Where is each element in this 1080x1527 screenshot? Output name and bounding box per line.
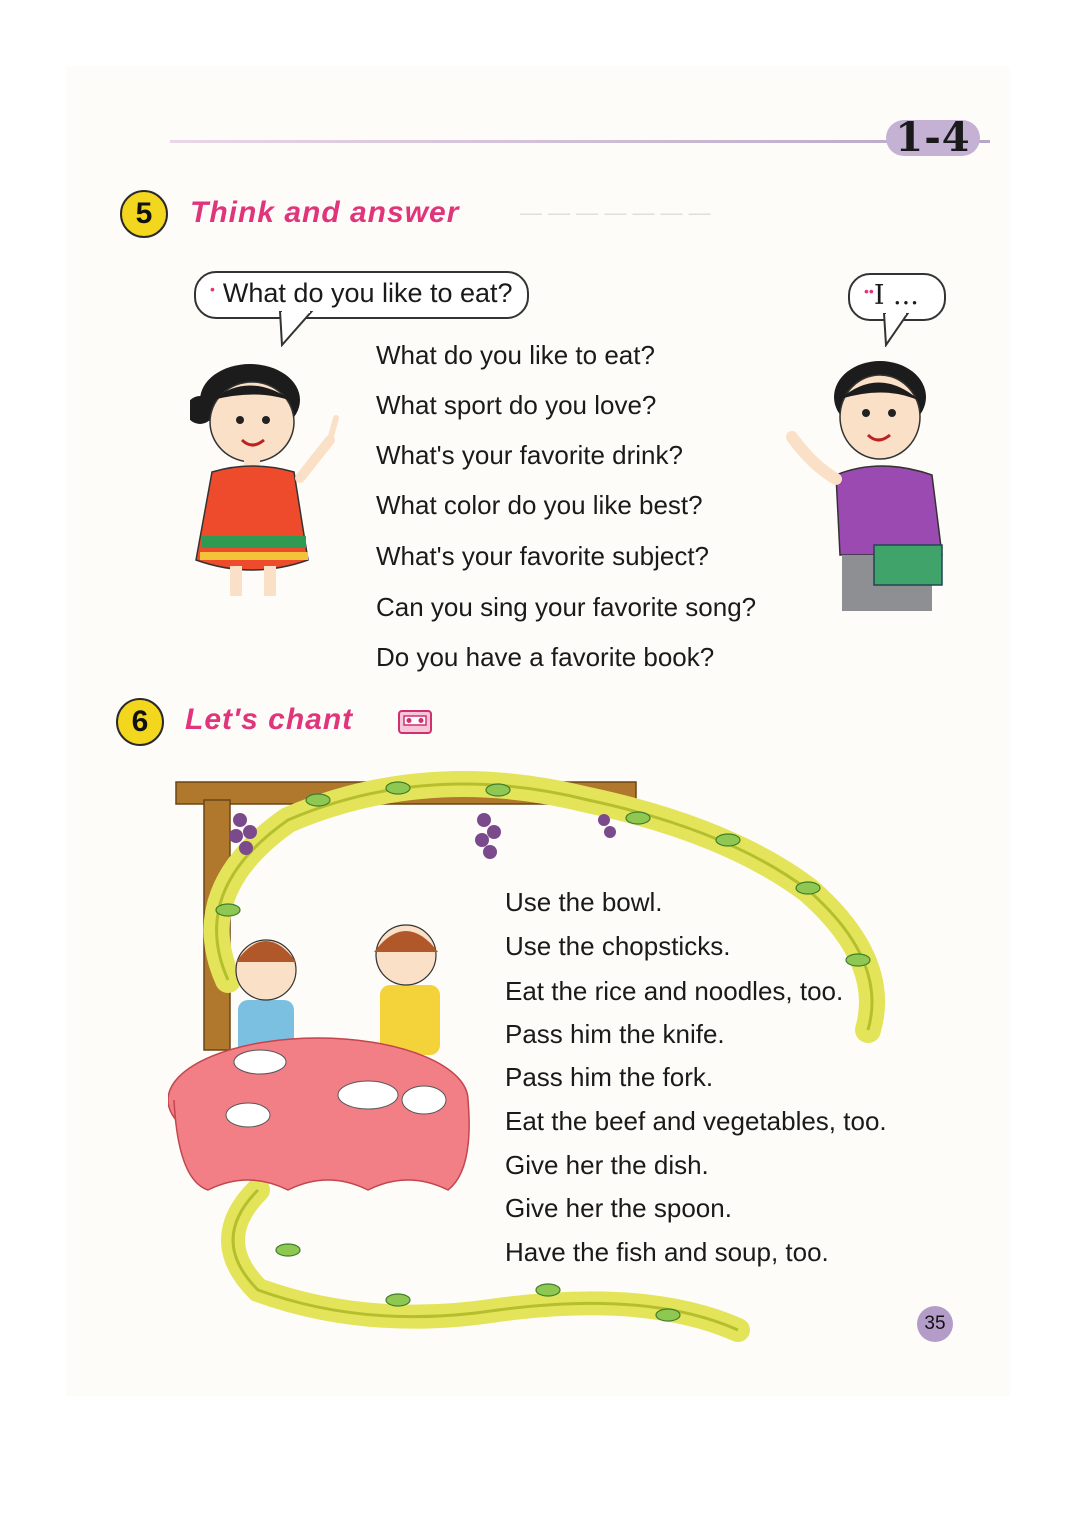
question-line: What's your favorite drink? [376,440,683,470]
boy-bubble-text: I ... [873,280,919,311]
page-number: 35 [917,1306,953,1342]
chant-line: Pass him the fork. [505,1062,714,1092]
girl-speech-bubble [194,271,529,319]
unit-header-rule [170,140,990,143]
girl-bubble-text: What do you like to eat? [222,278,513,308]
question-line: Can you sing your favorite song? [376,592,757,622]
chant-line: Use the chopsticks. [505,931,731,961]
cassette-tape-icon [398,710,432,734]
question-line: What do you like to eat? [376,340,655,370]
boy-illustration [782,355,952,615]
section-5-number: 5 [120,190,168,238]
girl-illustration [190,360,350,600]
bubble-dot: •• [864,283,874,299]
chant-line: Have the fish and soup, too. [505,1237,829,1267]
section-6-number: 6 [116,698,164,746]
bleed-through-text: — — — — — — — [520,200,711,225]
section-5-title: Think and answer [190,196,460,229]
question-line: What sport do you love? [376,390,657,420]
bubble-tail [276,311,316,347]
chant-line: Give her the dish. [505,1150,709,1180]
section-6-title: Let's chant [185,703,354,736]
boy-speech-bubble [848,273,946,321]
chant-line: Pass him the knife. [505,1019,725,1049]
chant-line: Give her the spoon. [505,1193,732,1223]
question-line: Do you have a favorite book? [376,642,715,672]
bubble-tail [878,313,914,347]
unit-badge: 1-4 [886,120,980,156]
chant-line: Use the bowl. [505,887,663,917]
chant-line: Eat the beef and vegetables, too. [505,1106,887,1136]
bubble-dot: • [210,281,215,297]
question-line: What color do you like best? [376,490,703,520]
question-line: What's your favorite subject? [376,541,709,571]
chant-line: Eat the rice and noodles, too. [505,976,844,1006]
